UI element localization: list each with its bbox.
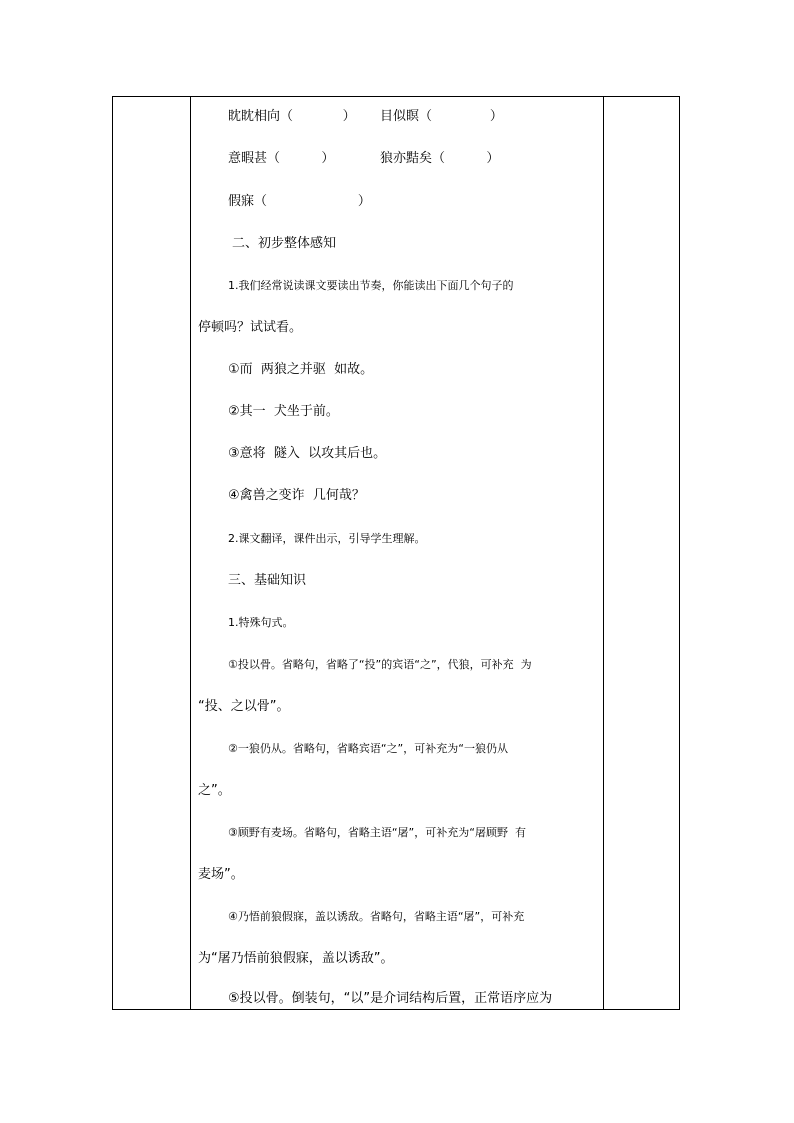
sentence-item: ③意将 隧入 以攻其后也。 bbox=[228, 446, 387, 461]
knowledge-item: ①投以骨。省略句，省略了“投”的宾语“之”，代狼，可补充 为 bbox=[228, 658, 532, 671]
section-heading: 二、初步整体感知 bbox=[232, 236, 337, 251]
knowledge-item: ④乃悟前狼假寐，盖以诱敌。省略句，省略主语“屠”，可补充 bbox=[228, 910, 525, 923]
knowledge-item: ③顾野有麦场。省略句，省略主语“屠”，可补充为“屠顾野 有 bbox=[228, 826, 526, 839]
column-divider-right bbox=[603, 96, 604, 1010]
knowledge-item: ⑤投以骨。倒装句，“以”是介词结构后置，正常语序应为 bbox=[228, 991, 553, 1006]
knowledge-item: “投、之以骨”。 bbox=[198, 699, 290, 714]
vocab-item: 眈眈相向（ ） bbox=[228, 109, 356, 124]
question-text: 1.我们经常说读课文要读出节奏，你能读出下面几个句子的 bbox=[228, 279, 514, 292]
knowledge-item: 为“屠乃悟前狼假寐，盖以诱敌”。 bbox=[198, 951, 394, 966]
vocab-item: 狼亦黠矣（ ） bbox=[380, 151, 500, 166]
knowledge-item: ②一狼仍从。省略句，省略宾语“之”，可补充为“一狼仍从 bbox=[228, 742, 508, 755]
question-text: 停顿吗？试试看。 bbox=[198, 320, 303, 335]
sentence-item: ②其一 犬坐于前。 bbox=[228, 404, 339, 419]
vocab-item: 意暇甚（ ） bbox=[228, 151, 335, 166]
column-divider-left bbox=[190, 96, 191, 1010]
sentence-item: ①而 两狼之并驱 如故。 bbox=[228, 362, 374, 377]
section-heading: 三、基础知识 bbox=[228, 573, 307, 588]
question-text: 2.课文翻译，课件出示，引导学生理解。 bbox=[228, 532, 426, 545]
knowledge-item: 之”。 bbox=[198, 783, 231, 798]
knowledge-item: 麦场”。 bbox=[198, 867, 244, 882]
subsection-heading: 1.特殊句式。 bbox=[228, 616, 294, 629]
vocab-item: 假寐（ ） bbox=[228, 194, 371, 209]
vocab-item: 目似瞑（ ） bbox=[380, 109, 503, 124]
sentence-item: ④禽兽之变诈 几何哉？ bbox=[228, 488, 365, 503]
